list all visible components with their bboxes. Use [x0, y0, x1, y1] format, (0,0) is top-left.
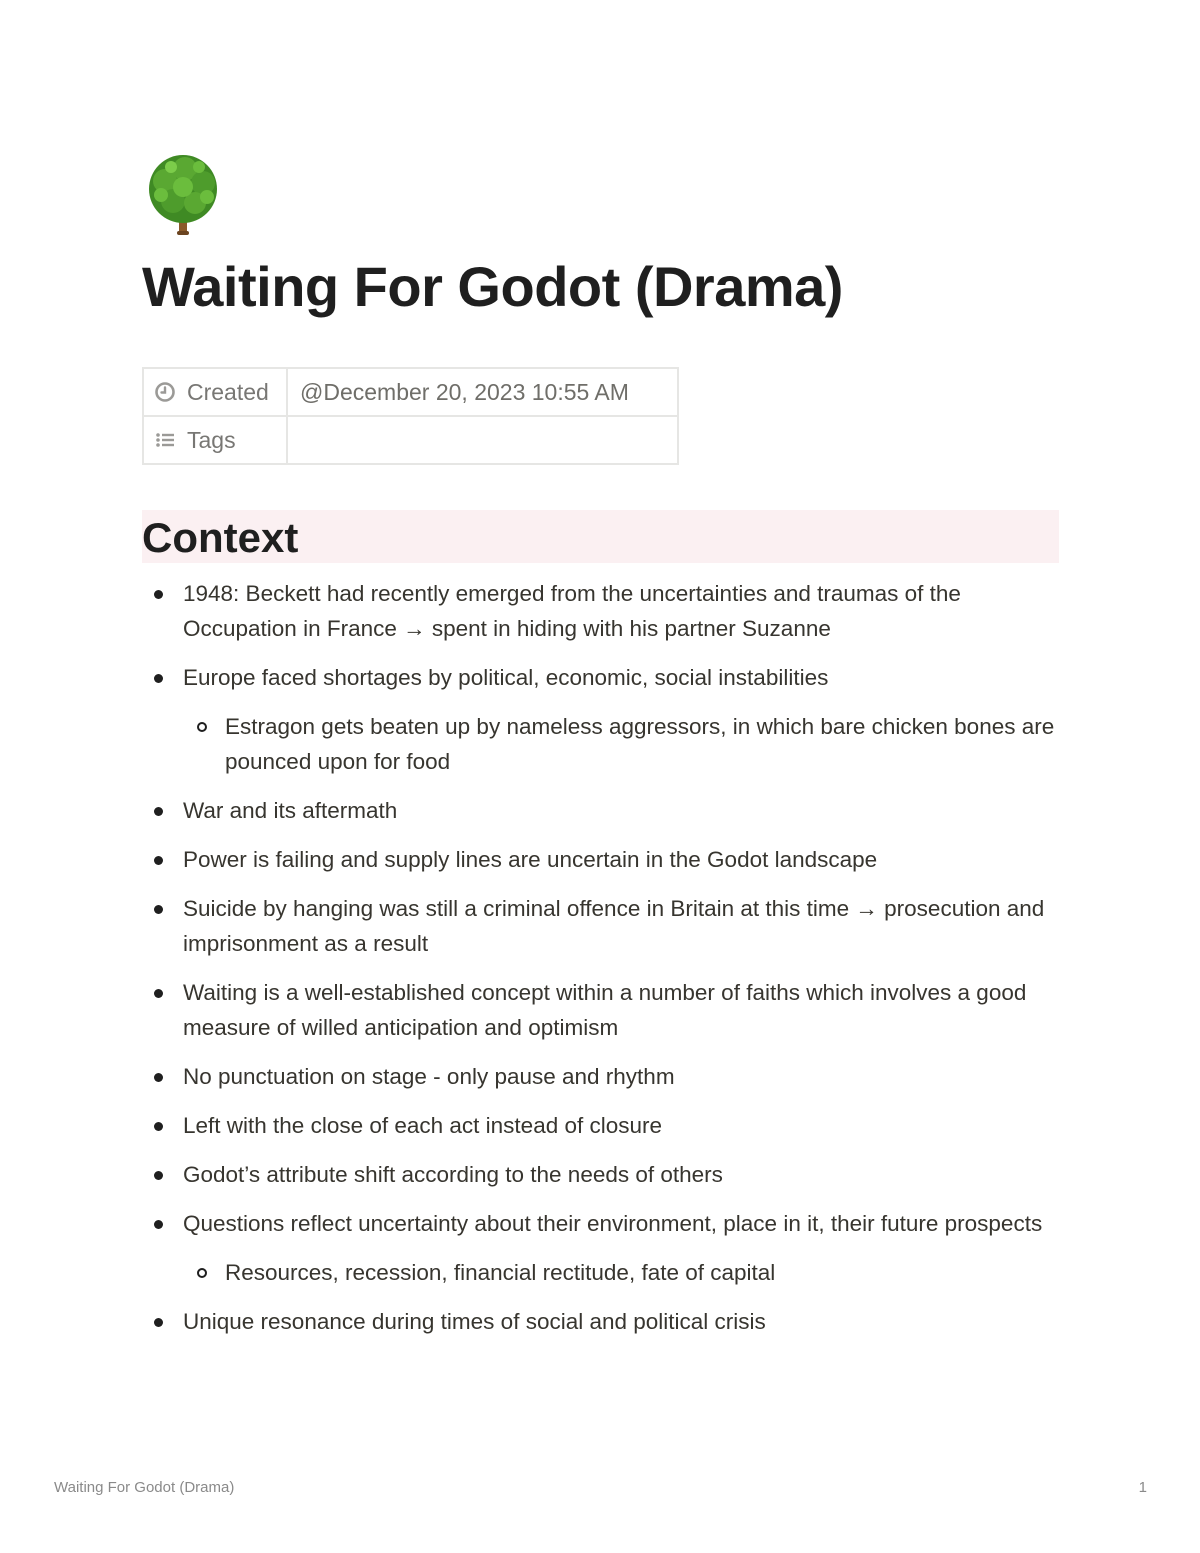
property-key-created[interactable]: [143, 368, 287, 416]
context-bullet-list: [142, 576, 1059, 1353]
footer-title: Waiting For Godot (Drama): [54, 1479, 235, 1496]
list-item: Suicide by hanging was still a criminal offence in Britain at this time → prosecution and imprisonment as a result: [142, 891, 1059, 961]
list-item: Left with the close of each act instead of closure: [142, 1108, 1059, 1143]
sub-list: [183, 709, 1059, 779]
sub-list-item: Resources, recession, financial rectitude, fate of capital: [183, 1255, 1059, 1290]
list-item: No punctuation on stage - only pause and rhythm: [142, 1059, 1059, 1094]
property-row-created: [143, 368, 678, 416]
property-label-tags: Tags: [187, 426, 236, 453]
property-key-tags[interactable]: [143, 416, 287, 464]
property-row-tags: [143, 416, 678, 464]
list-item: Europe faced shortages by political, economic, social instabilities Estragon gets beaten up by nameless aggressors, in which bare chicken bones are pounced upon for food: [142, 660, 1059, 779]
context-heading-block: [142, 510, 1059, 563]
footer-page-number: 1: [1138, 1479, 1147, 1496]
deciduous-tree-icon: [143, 153, 223, 237]
properties-table: [142, 367, 679, 465]
list-item: Power is failing and supply lines are uncertain in the Godot landscape: [142, 842, 1059, 877]
section-heading: Context: [142, 514, 299, 561]
page-title: Waiting For Godot (Drama): [142, 255, 843, 318]
clock-icon: [154, 381, 176, 403]
list-item: 1948: Beckett had recently emerged from the uncertainties and traumas of the Occupation in France → spent in hiding with his partner Suzanne: [142, 576, 1059, 646]
list-icon: [154, 429, 176, 451]
list-item: Questions reflect uncertainty about their environment, place in it, their future prospects Resources, recession, financial rectitude, fate of capital: [142, 1206, 1059, 1290]
sub-list-item: Estragon gets beaten up by nameless aggressors, in which bare chicken bones are pounced upon for food: [183, 709, 1059, 779]
list-item: War and its aftermath: [142, 793, 1059, 828]
sub-list: [183, 1255, 1059, 1290]
list-item: Waiting is a well-established concept within a number of faiths which involves a good measure of willed anticipation and optimism: [142, 975, 1059, 1045]
property-value-tags[interactable]: [287, 416, 678, 464]
list-item: Godot’s attribute shift according to the needs of others: [142, 1157, 1059, 1192]
list-item: Unique resonance during times of social and political crisis: [142, 1304, 1059, 1339]
property-value-created[interactable]: @December 20, 2023 10:55 AM: [287, 368, 678, 416]
property-label-created: Created: [187, 378, 269, 405]
